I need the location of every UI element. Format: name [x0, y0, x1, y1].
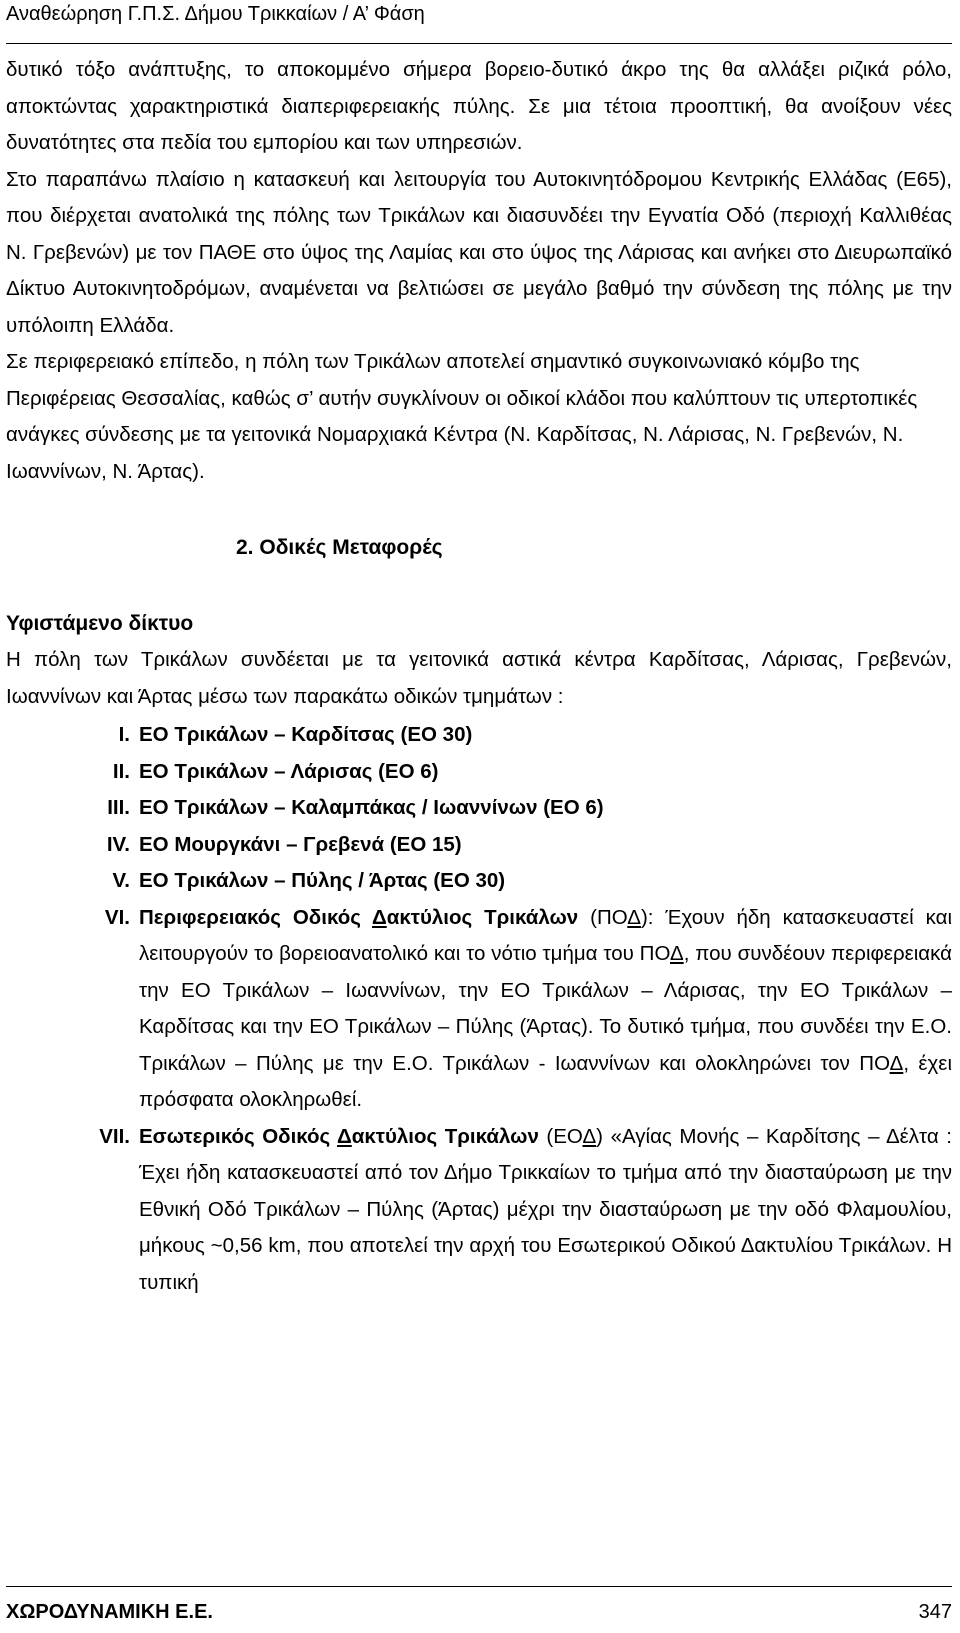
road-description: , που συνδέουν περιφερειακά την ΕΟ Τρικάλων – Ιωαννίνων, την ΕΟ Τρικάλων – Λάρισας, την ΕΟ Τρικάλων – Καρδίτσας και την ΕΟ Τρικάλων – Πύλης (Άρτας). Το δυτικό τμήμα, που συνδέει την Ε.Ο. Τρικάλων – Πύλης με την Ε.Ο. Τρικάλων - Ιωαννίνων και ολοκληρώνει τον ΠΟ [139, 942, 952, 1075]
paragraph-motorway: Στο παραπάνω πλαίσιο η κατασκευή και λειτουργία του Αυτοκινητόδρομου Κεντρικής Ελλάδας (Ε65), που διέρχεται ανατολικά της πόλης των Τρικάλων και διασυνδέει την Εγνατία Οδό (περιοχή Καλλιθέας Ν. Γρεβενών) με τον ΠΑΘΕ στο ύψος της Λαμίας και στο ύψος της Λάρισας και ανήκει στο Διευρωπαϊκό Δίκτυο Αυτοκινητοδρόμων, αναμένεται να βελτιώσει σε μεγάλο βαθμό την σύνδεση της πόλης με την υπόλοιπη Ελλάδα. [6, 167, 952, 337]
list-number: II. [112, 759, 130, 783]
intro-paragraph: Η πόλη των Τρικάλων συνδέεται με τα γειτονικά αστικά κέντρα Καρδίτσας, Λάρισας, Γρεβενών, Ιωαννίνων και Άρτας μέσω των παρακάτω οδικών τμημάτων : [6, 648, 952, 708]
road-description-underlined: Δ [889, 1051, 904, 1075]
list-item-body [139, 1119, 952, 1302]
road-name: ΕΟ Μουργκάνι – Γρεβενά (ΕΟ 15) [139, 832, 462, 856]
road-name: ΕΟ Τρικάλων – Λάρισας (ΕΟ 6) [139, 759, 439, 783]
road-abbr-underlined: Δ [582, 1124, 597, 1148]
list-item [6, 863, 952, 900]
list-item [6, 900, 952, 1119]
list-item-body [139, 900, 952, 1119]
page-number: 347 [918, 1601, 952, 1623]
list-item [6, 754, 952, 791]
subsection-heading: Υφιστάμενο δίκτυο [6, 612, 194, 635]
road-name-underlined: Δ [372, 905, 387, 929]
road-abbr-part: (ΠΟ [578, 905, 628, 929]
road-abbr-part: ) [596, 1124, 611, 1148]
section-heading [6, 530, 952, 566]
road-name: ΕΟ Τρικάλων – Πύλης / Άρτας (ΕΟ 30) [139, 869, 506, 892]
road-abbr-part: (ΕΟ [538, 1124, 583, 1148]
road-abbr-part: ): [640, 905, 666, 929]
road-description: , έχει πρόσφατα ολοκληρωθεί. [139, 1051, 952, 1111]
list-number: VII. [99, 1124, 130, 1148]
road-description: Έχουν ήδη κατασκευαστεί και λειτουργούν το βορειοανατολικό και το νότιο τμήμα του ΠΟ [139, 905, 952, 965]
road-description: «Αγίας Μονής – Καρδίτσης – Δέλτα : Έχει ήδη κατασκευαστεί από τον Δήμο Τρικκαίων το τμήμα από την διασταύρωση με την Εθνική Οδό Τρικάλων – Πύλης (Άρτας) μέχρι την διασταύρωση με την οδό Φλαμουλίου, μήκους ~0,56 km, που αποτελεί την αρχή του Εσωτερικού Οδικού Δακτυλίου Τρικάλων. Η τυπική [139, 1124, 952, 1294]
list-item [6, 1119, 952, 1302]
footer-company: ΧΩΡΟΔΥΝΑΜΙΚΗ Ε.Ε. [6, 1601, 213, 1623]
road-description-underlined: Δ [670, 942, 684, 965]
page-header [6, 0, 952, 44]
page-content [6, 52, 952, 1301]
road-name: ΕΟ Τρικάλων – Καλαμπάκας / Ιωαννίνων (ΕΟ 6) [139, 796, 604, 819]
header-title: Αναθεώρηση Γ.Π.Σ. Δήμου Τρικκαίων / Α’ Φάση [6, 3, 425, 25]
list-number: IV. [106, 832, 130, 856]
road-name-part: ακτύλιος Τρικάλων [386, 905, 579, 929]
list-item [6, 827, 952, 864]
road-name-underlined: Δ [337, 1124, 352, 1148]
paragraph-continuation: δυτικό τόξο ανάπτυξης, το αποκομμένο σήμερα βορειο-δυτικό άκρο της θα αλλάξει ριζικά ρόλο, αποκτώντας χαρακτηριστικά διαπεριφερειακής πύλης. Σε μια τέτοια προοπτική, θα ανοίξουν νέες δυνατότητες στα πεδία του εμπορίου και των υπηρεσιών. [6, 58, 952, 154]
list-number: V. [112, 869, 130, 892]
section-title: Οδικές Μεταφορές [259, 536, 443, 559]
road-name-part: ακτύλιος Τρικάλων [351, 1124, 539, 1148]
road-list [6, 717, 952, 1301]
road-name: ΕΟ Τρικάλων – Καρδίτσας (ΕΟ 30) [139, 723, 473, 746]
road-abbr-underlined: Δ [627, 905, 641, 929]
road-name [139, 906, 578, 929]
paragraph-regional-hub: Σε περιφερειακό επίπεδο, η πόλη των Τρικάλων αποτελεί σημαντικό συγκοινωνιακό κόμβο της Περιφέρειας Θεσσαλίας, καθώς σ’ αυτήν συγκλίνουν οι οδικοί κλάδοι που καλύπτουν τις υπερτοπικές ανάγκες σύνδεσης με τα γειτονικά Νομαρχιακά Κέντρα (Ν. Καρδίτσας, Ν. Λάρισας, Ν. Γρεβενών, Ν. Ιωαννίνων, Ν. Άρτας). [6, 350, 918, 483]
page-footer [6, 1586, 952, 1626]
road-name-part: Εσωτερικός Οδικός [139, 1124, 338, 1148]
list-item [6, 717, 952, 754]
list-number: VI. [104, 905, 130, 929]
list-number: I. [118, 723, 130, 746]
list-item [6, 790, 952, 827]
section-number: 2. [236, 536, 254, 559]
road-name [139, 1125, 539, 1148]
road-name-part: Περιφερειακός Οδικός [139, 905, 373, 929]
list-number: III. [107, 796, 130, 819]
